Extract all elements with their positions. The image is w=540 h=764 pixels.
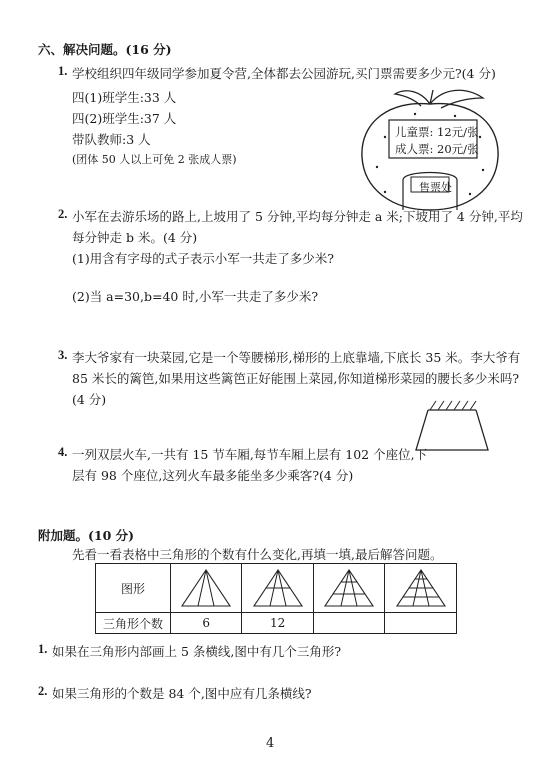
q1-line-teachers: 带队教师:3 人 (72, 132, 151, 147)
q1-group-note: (团体 50 人以上可免 2 张成人票) (72, 153, 237, 166)
bonus-title: 附加题。(10 分) (38, 528, 135, 543)
question-2-sub2: (2)当 a=30,b=40 时,小军一共走了多少米? (72, 289, 319, 304)
bonus-question-1-text: 如果在三角形内部画上 5 条横线,图中有几个三角形? (52, 644, 342, 659)
question-4-text-line1: 一列双层火车,一共有 15 节车厢,每节车厢上层有 102 个座位,下 (72, 447, 428, 462)
question-3-text-line3: (4 分) (72, 392, 107, 407)
triangle-count-1: 6 (170, 613, 242, 634)
question-2-text-line2: 每分钟走 b 米。(4 分) (72, 230, 198, 245)
triangle-count-4[interactable] (385, 613, 457, 634)
triangle-figure-3 (313, 564, 385, 613)
bonus-question-2-number: 2. (38, 684, 48, 698)
question-4-number: 4. (58, 445, 68, 459)
triangle-count-2: 12 (242, 613, 314, 634)
bonus-intro: 先看一看表格中三角形的个数有什么变化,再填一填,最后解答问题。 (72, 547, 443, 562)
bonus-question-2-text: 如果三角形的个数是 84 个,图中应有几条横线? (52, 686, 312, 701)
page-number: 4 (266, 736, 275, 751)
question-2-number: 2. (58, 207, 68, 221)
question-3-number: 3. (58, 348, 68, 362)
ticket-booth-sign: 售票处 (419, 181, 452, 194)
question-4-text-line2: 层有 98 个座位,这列火车最多能坐多少乘客?(4 分) (72, 468, 354, 483)
q1-line-class1: 四(1)班学生:33 人 (72, 90, 177, 105)
triangle-count-3[interactable] (313, 613, 385, 634)
q1-line-class2: 四(2)班学生:37 人 (72, 111, 177, 126)
table-row-label-count: 三角形个数 (96, 613, 171, 634)
bonus-question-1-number: 1. (38, 642, 48, 656)
ticket-price-adult: 成人票: 20元/张 (395, 142, 479, 156)
table-row-label-figure: 图形 (96, 564, 171, 613)
triangle-pattern-table (95, 563, 457, 634)
question-1-text: 学校组织四年级同学参加夏令营,全体都去公园游玩,买门票需要多少元?(4 分) (72, 66, 496, 81)
question-1-number: 1. (58, 64, 68, 78)
ticket-price-child: 儿童票: 12元/张 (395, 125, 479, 139)
triangle-figure-1 (170, 564, 242, 613)
triangle-figure-2 (242, 564, 314, 613)
question-3-text-line2: 85 米长的篱笆,如果用这些篱笆正好能围上菜园,你知道梯形菜园的腰长多少米吗? (72, 371, 520, 386)
triangle-figure-4 (385, 564, 457, 613)
question-3-text-line1: 李大爷家有一块菜园,它是一个等腰梯形,梯形的上底靠墙,下底长 35 米。李大爷有 (72, 350, 521, 365)
question-2-text-line1: 小军在去游乐场的路上,上坡用了 5 分钟,平均每分钟走 a 米;下坡用了 4 分钟,平均 (72, 209, 523, 224)
question-2-sub1: (1)用含有字母的式子表示小军一共走了多少米? (72, 251, 334, 266)
section-title: 六、解决问题。(16 分) (38, 42, 172, 57)
